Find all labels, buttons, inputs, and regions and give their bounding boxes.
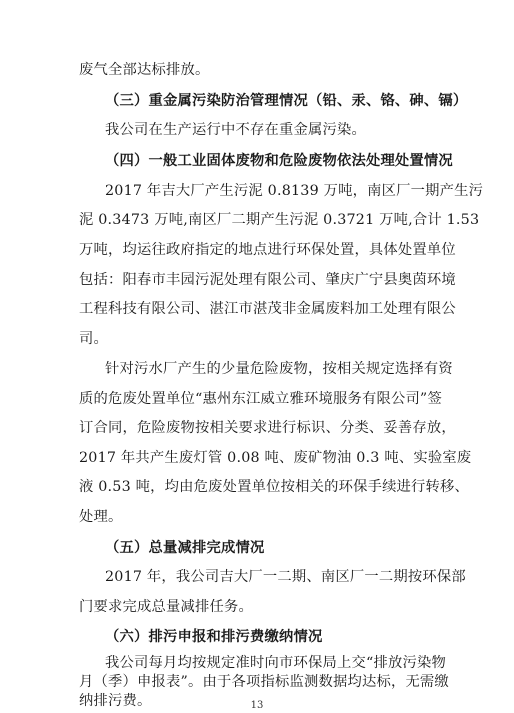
body-text-line: 订合同，危险废物按相关要求进行标识、分类、妥善存放， [79,420,456,436]
section-heading-4: （四）一般工业固体废物和危险废物依法处理处置情况 [105,153,453,169]
body-text-line: 纳排污费。 [79,693,152,709]
section-heading-5: （五）总量减排完成情况 [105,540,265,556]
body-text-line: 液 0.53 吨，均由危废处置单位按相关的环保手续进行转移、 [79,479,470,495]
body-text-line: 包括：阳春市丰园污泥处理有限公司、肇庆广宁县奥茵环境 [79,272,456,288]
body-text-line: 针对污水厂产生的少量危险废物，按相关规定选择有资 [105,361,453,377]
body-text-line: 月（季）申报表”。由于各项指标监测数据均达标，无需缴 [79,674,449,690]
body-text-line: 工程科技有限公司、湛江市湛茂非金属废料加工处理有限公 [79,301,456,317]
body-text-line: 司。 [79,331,108,347]
body-text-line: 废气全部达标排放。 [79,62,210,78]
body-text-line: 2017 年吉大厂产生污泥 0.8139 万吨，南区厂一期产生污 [105,183,484,199]
body-text-line: 门要求完成总量减排任务。 [79,599,253,615]
section-heading-3: （三）重金属污染防治管理情况（铅、汞、铬、砷、镉） [105,93,468,109]
body-text-line: 我公司在生产运行中不存在重金属污染。 [105,122,366,138]
body-text-line: 2017 年共产生废灯管 0.08 吨、废矿物油 0.3 吨、实验室废 [79,450,472,466]
section-heading-6: （六）排污申报和排污费缴纳情况 [105,629,323,645]
body-text-line: 我公司每月均按规定准时向市环保局上交“排放污染物 [105,655,446,671]
body-text-line: 处理。 [79,509,123,525]
body-text-line: 质的危废处置单位“惠州东江威立雅环境服务有限公司”签 [79,391,442,407]
body-text-line: 2017 年，我公司吉大厂一二期、南区厂一二期按环保部 [105,569,466,585]
page-number: 13 [250,700,264,711]
body-text-line: 万吨，均运往政府指定的地点进行环保处置，具体处置单位 [79,242,456,258]
body-text-line: 泥 0.3473 万吨,南区厂二期产生污泥 0.3721 万吨,合计 1.53 [79,212,480,228]
